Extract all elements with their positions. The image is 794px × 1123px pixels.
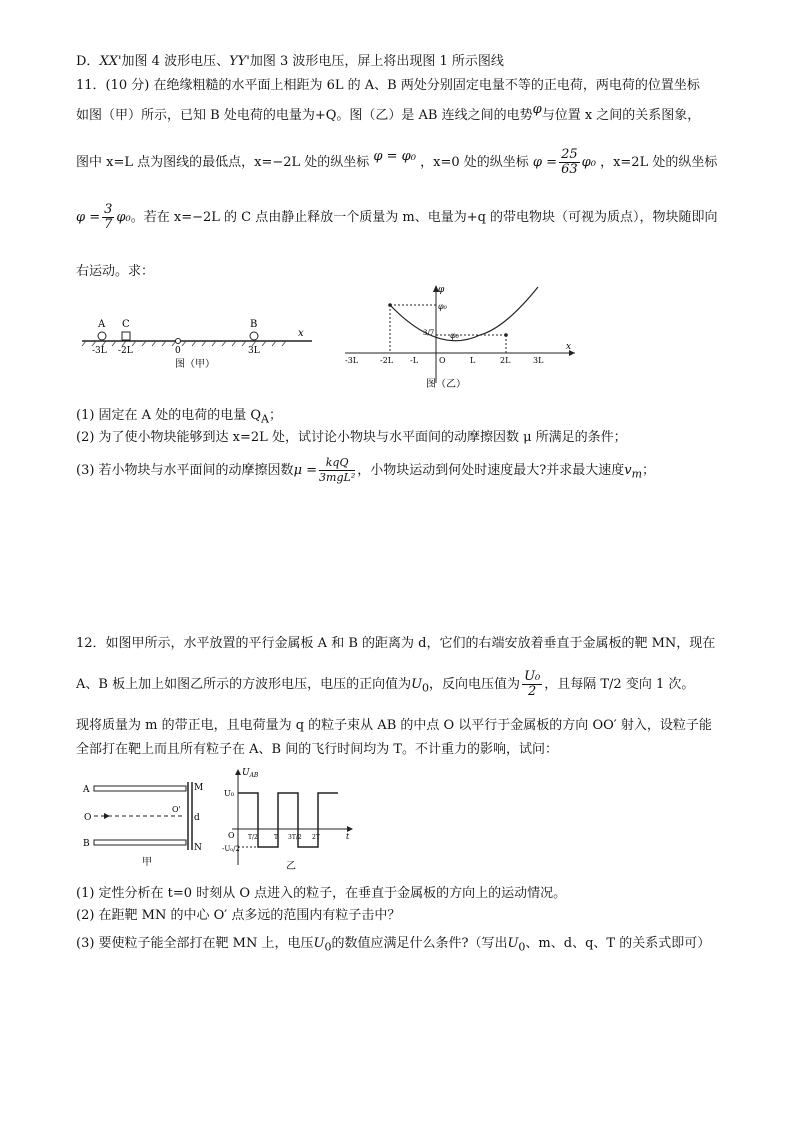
sub1-text: (1) 固定在 A 处的电荷的电量 Q [76,408,261,423]
axis-t: t [346,832,350,841]
u0-subscript: 0 [422,681,430,695]
q11-line-3b: ，x=0 处的纵坐标 [420,155,529,170]
axis-u [242,768,259,779]
tick-label: -3L [345,356,359,365]
label-u0: U₀ [224,789,234,798]
tick-label: 3T/2 [288,834,302,841]
tick-label: -3L [92,346,107,356]
q12-figure-jia [80,770,210,870]
q11-figure-jia [80,305,320,375]
origin-mark [176,339,181,344]
u0-symbol: U [411,677,423,692]
beam-arrow [104,813,110,819]
u0-subscript: 0 [518,940,526,954]
tick-label: T/2 [248,834,258,841]
point-2l [504,333,508,337]
tick-label: -2L [380,356,394,365]
eq3-rhs: φ₀ [116,210,131,225]
u-axis-arrow [235,769,241,775]
figure-caption: 甲 [142,857,152,868]
u0-subscript: 0 [324,940,332,954]
q11-sub-2: (2) 为了使小物块能够到达 x=2L 处，试讨论小物块与水平面间的动摩擦因数 μ 所满足的条件； [76,430,627,445]
label-b: B [83,839,90,849]
option-text-2: 加图 3 波形电压，屏上将出现图 1 所示图线 [249,54,504,69]
sub3-text-c: ； [642,463,656,478]
frac-25-63 [559,148,580,177]
origin-label: O [439,356,446,365]
frac-den: 7 [104,217,113,232]
q12-line-2b: ，反向电压值为 [429,677,521,692]
q12-sub3-a: (3) 要使粒子能全部打在靶 MN 上，电压 [76,936,314,951]
q11-line-2b: 与位置 x 之间的关系图象， [541,108,701,123]
q11-line-1: 11．(10 分) 在绝缘粗糙的水平面上相距为 6L 的 A、B 两处分别固定电量不等的正电荷，两电荷的位置坐标 [76,78,700,93]
u0-symbol: U [313,936,325,951]
vm-subscript: m [631,467,643,481]
q11-line-3c: ，x=2L 处的纵坐标 [600,155,718,170]
q11-line-4 [76,203,718,232]
label-a: A [83,785,90,795]
plate-a [94,786,186,791]
q11-line-2 [76,104,700,123]
block-c [122,332,130,340]
xx-prime: XX' [99,54,122,69]
frac-den: 3mgL² [319,471,356,484]
frac-num: 3 [104,202,113,217]
figure-caption: 乙 [286,861,296,872]
vm-symbol: v [624,463,632,478]
charge-a [98,332,106,340]
q12-sub3-c: 、m、d、q、T 的关系式即可） [525,936,711,951]
eq2-rhs: φ₀ [581,155,596,170]
label-phi0-b: φ₀ [450,331,459,340]
sub3-text-a: (3) 若小物块与水平面间的动摩擦因数 [76,463,294,478]
frac-num: U₀ [524,669,541,684]
tick-label: -2L [118,346,133,356]
label-c: C [122,319,130,330]
yy-prime: YY' [229,54,250,69]
prev-option-d [76,50,504,69]
figure-caption: 图（乙） [426,379,466,390]
frac-u0-2 [522,670,542,699]
sub1-subscript: A [261,412,269,426]
frac-num: kqQ [319,456,355,471]
option-letter: D． [76,54,100,69]
label-b: B [250,319,258,330]
tick-label: T [274,834,279,841]
label-3-7: 3/7 [423,329,435,337]
axis-phi: φ [438,285,445,295]
tick-label: 0 [175,346,181,356]
label-n: N [194,843,202,853]
label-neg-u0-half: -U₀/2 [222,845,240,853]
option-text-1: 加图 4 波形电压、 [121,54,230,69]
q12-sub3-b: 的数值应满足什么条件?（写出 [331,936,508,951]
label-phi0: φ₀ [438,302,447,311]
q12-figure-yi [222,765,357,875]
tick-label: -L [410,356,419,365]
eq2-lhs: φ = [532,155,558,170]
label-x: x [298,328,304,339]
q11-line-3a: 图中 x=L 点为图线的最低点，x=−2L 处的纵坐标 [76,155,370,170]
q11-sub-3 [76,456,655,485]
tick-label: L [470,356,476,365]
q12-line-2 [76,670,694,699]
eq-phi-phi0: φ = φ₀ [373,149,416,164]
frac-mu [319,456,355,485]
u0-symbol: U [507,936,519,951]
frac-den: 2 [528,684,537,699]
frac-den: 63 [561,162,578,177]
u-subscript: AB [249,772,259,779]
charge-b [250,332,258,340]
q12-line-2a: A、B 板上加上如图乙所示的方波形电压，电压的正向值为 [76,677,412,692]
q11-figure-yi [340,283,580,395]
tick-label: 3L [248,346,260,356]
figure-caption: 图（甲） [175,359,215,370]
q12-line-2c: ，且每隔 T/2 变向 1 次。 [544,677,695,692]
frac-3-7 [102,203,114,232]
q12-sub-3 [76,932,710,954]
sub1-end: ； [268,408,282,423]
potential-curve [390,287,538,341]
tick-label: 3L [533,356,544,365]
q12-line-3: 现将质量为 m 的带正电，且电荷量为 q 的粒子束从 AB 的中点 O 以平行于金属板的方向 OO′ 射入，设粒子能 [76,718,712,733]
label-a: A [98,319,106,330]
q12-line-4: 全部打在靶上而且所有粒子在 A、B 间的飞行时间均为 T。不计重力的影响，试问： [76,742,559,757]
label-o: O [84,813,92,823]
tick-label: 2T [312,834,320,841]
q11-line-3 [76,148,717,177]
origin-label: O [228,831,235,840]
q12-sub-1: (1) 定性分析在 t=0 时刻从 O 点进入的粒子，在垂直于金属板的方向上的运动情况。 [76,886,567,901]
tick-label: 2L [500,356,511,365]
frac-num: 25 [561,147,578,162]
q11-line-4-text: 。若在 x=−2L 的 C 点由静止释放一个质量为 m、电量为+q 的带电物块（可视为质点），物块随即向 [130,210,718,225]
q11-line-2a: 如图（甲）所示，已知 B 处电荷的电量为+Q。图（乙）是 AB 连线之间的电势 [76,108,533,123]
mu-lhs: μ = [293,463,318,478]
plate-b [94,840,186,845]
q12-line-1: 12．如图甲所示，水平放置的平行金属板 A 和 B 的距离为 d，它们的右端安放着垂直于金属板的靶 MN，现在 [76,636,716,651]
point-minus-2l [388,303,392,307]
label-d: d [194,813,200,823]
q11-line-5: 右运动。求： [76,264,155,279]
label-m: M [194,783,204,793]
axis-x: x [566,342,572,352]
phi-symbol: φ [532,102,542,117]
eq3-lhs: φ = [76,210,101,225]
q12-sub-2: (2) 在距靶 MN 的中心 O′ 点多远的范围内有粒子击中？ [76,908,401,923]
q11-sub-1 [76,404,282,426]
label-o-prime: O' [172,805,181,814]
u-text: U [242,768,250,778]
sub3-text-b: ，小物块运动到何处时速度最大?并求最大速度 [357,463,625,478]
